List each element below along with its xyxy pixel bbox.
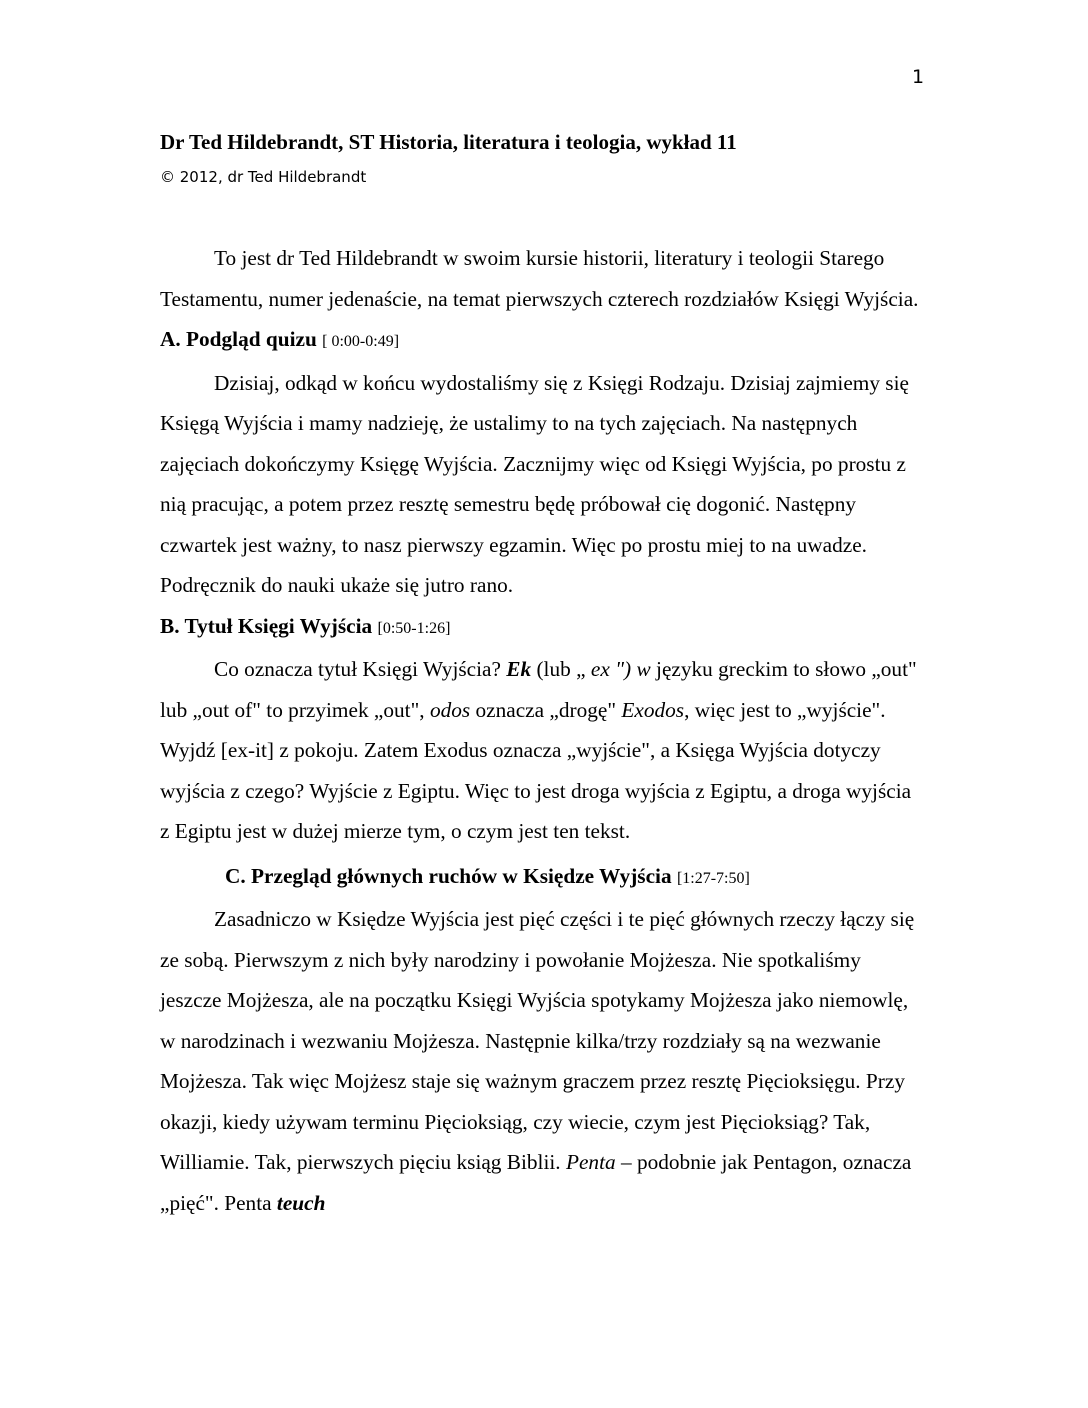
term-ek: Ek bbox=[506, 657, 532, 681]
section-c-title: C. Przegląd głównych ruchów w Księdze Wyjścia bbox=[225, 863, 672, 888]
document-title: Dr Ted Hildebrandt, ST Historia, literatura i teologia, wykład 11 bbox=[160, 130, 737, 154]
text-run: języku greckim to słowo „out" lub „out of" to przyimek „out", bbox=[160, 657, 917, 722]
section-c-timestamp: [1:27-7:50] bbox=[676, 869, 750, 887]
text-run: (lub „ bbox=[536, 657, 586, 681]
section-b-heading bbox=[160, 606, 920, 650]
section-a-paragraph: Dzisiaj, odkąd w końcu wydostaliśmy się z Księgi Rodzaju. Dzisiaj zajmiemy się Księgą Wyjścia i mamy nadzieję, że ustalimy to na tych zajęciach. Na następnych zajęciach dokończymy Księgę Wyjścia. Zacznijmy więc od Księgi Wyjścia, po prostu z nią pracując, a potem przez resztę semestru będę próbował cię dogonić. Następny czwartek jest ważny, to nasz pierwszy egzamin. Więc po prostu miej to na uwadze. Podręcznik do nauki ukaże się jutro rano. bbox=[160, 370, 909, 597]
term-odos: odos bbox=[429, 697, 471, 722]
section-a-title: A. Podgląd quizu bbox=[160, 327, 317, 351]
term-exodos: Exodos bbox=[621, 697, 685, 722]
section-b-timestamp: [0:50-1:26] bbox=[377, 619, 451, 637]
section-a-timestamp: [ 0:00-0:49] bbox=[322, 333, 400, 350]
page-number: 1 bbox=[912, 66, 925, 88]
copyright-line: © 2012, dr Ted Hildebrandt bbox=[160, 168, 367, 186]
text-run: ") bbox=[615, 657, 632, 681]
term-w: w bbox=[636, 657, 651, 681]
term-ex: ex bbox=[590, 657, 610, 681]
document-body bbox=[160, 238, 920, 1223]
section-b-title: B. Tytuł Księgi Wyjścia bbox=[160, 613, 373, 638]
intro-paragraph: To jest dr Ted Hildebrandt w swoim kursie historii, literatury i teologii Starego Testamentu, numer jedenaście, na temat pierwszych czterech rozdziałów Księgi Wyjścia. bbox=[160, 246, 919, 311]
section-b-paragraph bbox=[160, 649, 920, 852]
section-c-heading bbox=[160, 856, 920, 900]
term-penta: Penta bbox=[565, 1150, 616, 1174]
text-run: , więc jest to „wyjście". Wyjdź [ex-it] z pokoju. Zatem Exodus oznacza „wyjście", a Księga Wyjścia dotyczy wyjścia z czego? Wyjście z Egiptu. Więc to jest droga wyjścia z Egiptu, a droga wyjścia z Egiptu jest w dużej mierze tym, o czym jest ten tekst. bbox=[160, 697, 912, 843]
term-teuch: teuch bbox=[276, 1190, 326, 1215]
section-c-paragraph bbox=[160, 899, 920, 1223]
text-run: Zasadniczo w Księdze Wyjścia jest pięć części i te pięć głównych rzeczy łączy się ze sobą. Pierwszym z nich były narodziny i powołanie Mojżesza. Nie spotkaliśmy jeszcze Mojżesza, ale na początku Księgi Wyjścia spotykamy Mojżesza jako niemowlę, w narodzinach i wezwaniu Mojżesza. Następnie kilka/trzy rozdziały są na wezwanie Mojżesza. Tak więc Mojżesz staje się ważnym graczem przez resztę Pięcioksięgu. Przy okazji, kiedy używam terminu Pięcioksiąg, czy wiecie, czym jest Pięcioksiąg? Tak, Williamie. Tak, pierwszych pięciu ksiąg Biblii. bbox=[160, 907, 915, 1174]
section-a-heading bbox=[160, 319, 920, 363]
text-run: – podobnie jak Pentagon, oznacza „pięć". Penta bbox=[160, 1150, 912, 1215]
text-run: oznacza „drogę" bbox=[475, 697, 617, 722]
text-run: Co oznacza tytuł Księgi Wyjścia? bbox=[214, 657, 501, 681]
